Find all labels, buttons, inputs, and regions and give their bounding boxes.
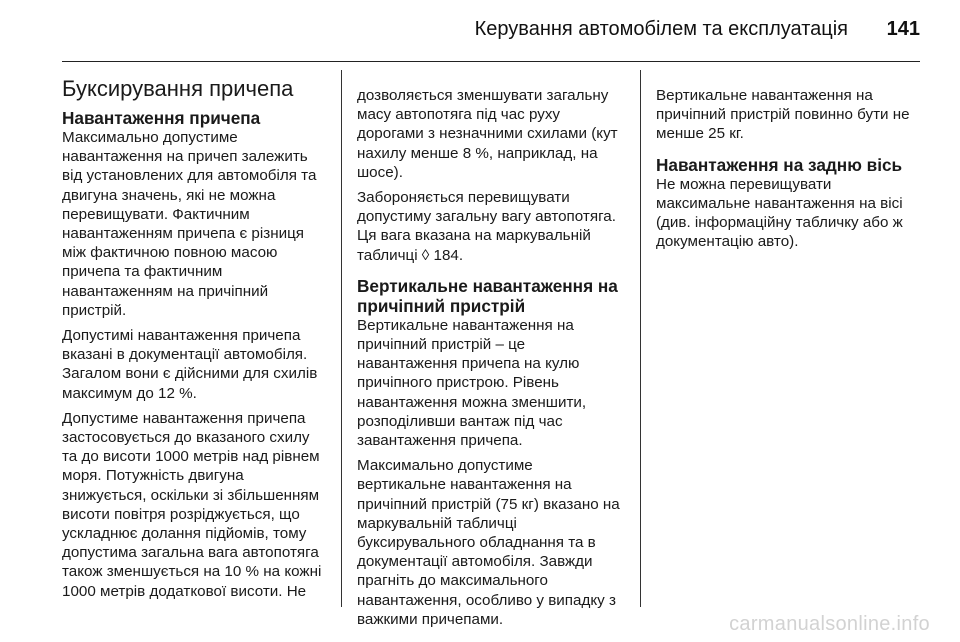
- paragraph: Вертикальне навантаження на причіпний пристрій повинно бути не менше 25 кг.: [656, 87, 910, 143]
- column-divider-1: [341, 70, 342, 607]
- header-title: Керування автомобілем та експлуатація: [474, 18, 848, 40]
- subheading-vertical-load: Вертикальне навантаження на причіпний пристрій: [357, 275, 618, 316]
- subheading-rear-axle-load: Навантаження на задню вісь: [656, 154, 903, 175]
- paragraph: Допустиме навантаження причепа застосовується до вказаного схилу та до висоти 1000 метрів над рівнем моря. Потужність двигуна знижується, оскільки зі збільшенням висоти повітря розріджується, що ускладнює долання підйомів, тому допустима загальна вага автопотяга також зменшується на 10 % на кожні 1000 метрів додаткової висоти. Не: [62, 409, 322, 600]
- paragraph: Максимально допустиме вертикальне навантаження на причіпний пристрій (75 кг) вказано на маркувальній табличці буксирувального обладнання та в документації автомобіля. Завжди прагніть до максимального навантаження, особливо у випадку з важкими причепами.: [357, 457, 620, 628]
- section-title: Буксирування причепа: [62, 76, 294, 101]
- paragraph: Допустимі навантаження причепа вказані в документації автомобіля. Загалом вони є дійсними для схилів максимум до 12 %.: [62, 327, 318, 402]
- watermark: carmanualsonline.info: [729, 613, 930, 635]
- column-3: [656, 86, 926, 257]
- paragraph: дозволяється зменшувати загальну масу автопотяга під час руху дорогами з незначними схилами (кут нахилу менше 8 %, наприклад, на шосе).: [357, 87, 618, 181]
- paragraph: Забороняється перевищувати допустиму загальну вагу автопотяга. Ця вага вказана на маркувальній табличці ◊ 184.: [357, 189, 616, 264]
- paragraph: Не можна перевищувати максимальне навантаження на вісі (див. інформаційну табличку або ж документацію авто).: [656, 175, 903, 251]
- page-header: [0, 0, 960, 62]
- column-divider-2: [640, 70, 641, 607]
- column-1: [62, 76, 326, 607]
- column-2: [357, 86, 623, 635]
- paragraph: Максимально допустиме навантаження на причеп залежить від установлених для автомобіля та двигуна значень, які не можна перевищувати. Фактичним навантаженням причепа є різниця між фактичною повною масою причепа та фактичним навантаженням на причіпний пристрій.: [62, 129, 317, 319]
- header-divider: [62, 61, 920, 62]
- page-number: 141: [886, 18, 920, 40]
- subheading-trailer-load: Навантаження причепа: [62, 108, 261, 128]
- paragraph: Вертикальне навантаження на причіпний пристрій – це навантаження причепа на кулю причіпного пристрою. Рівень навантаження можна зменшити, розподіливши вантаж під час завантаження причепа.: [357, 316, 587, 450]
